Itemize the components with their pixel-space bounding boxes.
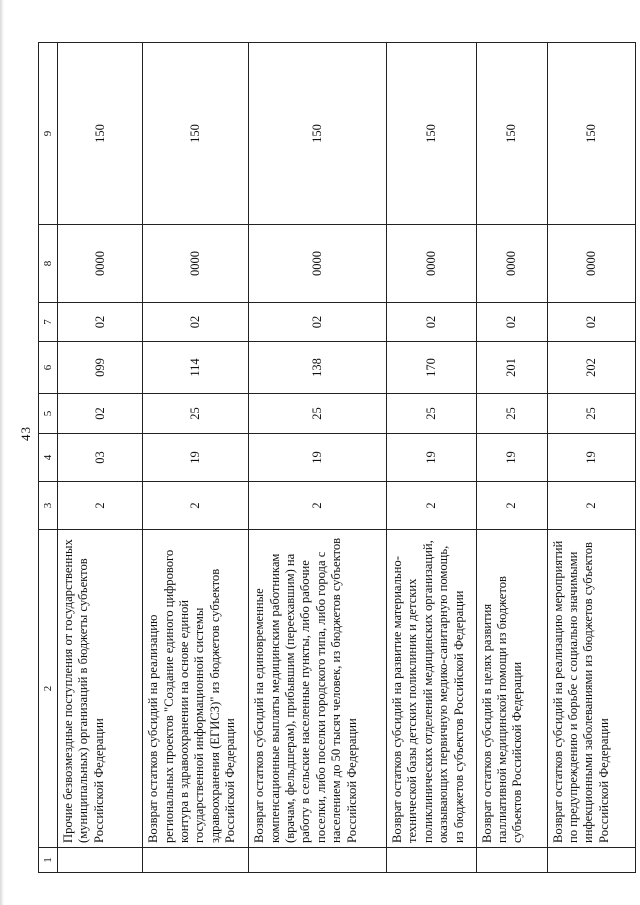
code-subgroup: 19	[547, 434, 635, 482]
code-classification: 150	[387, 43, 476, 225]
income-name: Возврат остатков субсидий на реализацию мероприятий по предупреждению и борьбе с социально значимыми инфекционными заболеваниями из бюджетов субъектов Российской Федерации	[547, 530, 635, 848]
page-number: 43	[18, 426, 33, 441]
code-program: 0000	[476, 225, 547, 303]
code-program: 0000	[249, 225, 387, 303]
code-article: 25	[387, 394, 476, 434]
code-classification: 150	[143, 43, 249, 225]
code-program: 0000	[143, 225, 249, 303]
scan-edge	[0, 0, 4, 905]
code-subgroup: 19	[387, 434, 476, 482]
code-group: 2	[476, 482, 547, 530]
budget-codes-table	[38, 42, 636, 873]
income-name: Возврат остатков субсидий на единовременные компенсационные выплаты медицинским работникам (врачам, фельдшерам), прибывшим (переехавшим) на работу в сельские населенные пункты, либо рабочие поселки, либо поселки городского типа, либо города с населением до 50 тысяч человек, из бюджетов субъектов Российской Федерации	[249, 530, 387, 848]
code-element: 02	[547, 303, 635, 342]
col-header-2: 2	[39, 530, 58, 848]
code-classification: 150	[476, 43, 547, 225]
col-header-8: 8	[39, 225, 58, 303]
table-row	[58, 43, 143, 873]
code-subarticle: 138	[249, 342, 387, 394]
col-header-3: 3	[39, 482, 58, 530]
income-name: Прочие безвозмездные поступления от государственных (муниципальных) организаций в бюджеты субъектов Российской Федерации	[58, 530, 143, 848]
row-number	[249, 848, 387, 873]
code-subarticle: 099	[58, 342, 143, 394]
table-row	[547, 43, 635, 873]
code-group: 2	[249, 482, 387, 530]
code-group: 2	[143, 482, 249, 530]
col-header-6: 6	[39, 342, 58, 394]
table-row	[387, 43, 476, 873]
code-program: 0000	[58, 225, 143, 303]
code-element: 02	[143, 303, 249, 342]
col-header-9: 9	[39, 43, 58, 225]
code-subarticle: 202	[547, 342, 635, 394]
row-number	[476, 848, 547, 873]
code-article: 25	[143, 394, 249, 434]
code-element: 02	[58, 303, 143, 342]
row-number	[547, 848, 635, 873]
code-subarticle: 114	[143, 342, 249, 394]
code-article: 25	[249, 394, 387, 434]
row-number	[387, 848, 476, 873]
code-classification: 150	[249, 43, 387, 225]
code-classification: 150	[547, 43, 635, 225]
income-name: Возврат остатков субсидий на развитие материально-технической базы детских поликлиник и детских поликлинических отделений медицинских организаций, оказывающих первичную медико-санитарную помощь, из бюджетов субъектов Российской Федерации	[387, 530, 476, 848]
income-name: Возврат остатков субсидий на реализацию региональных проектов "Создание единого цифрового контура в здравоохранении на основе единой государственной информационной системы здравоохранения (ЕГИСЗ)" из бюджетов субъектов Российской Федерации	[143, 530, 249, 848]
income-name: Возврат остатков субсидий в целях развития паллиативной медицинской помощи из бюджетов субъектов Российской Федерации	[476, 530, 547, 848]
code-element: 02	[476, 303, 547, 342]
table-row	[143, 43, 249, 873]
code-subgroup: 19	[143, 434, 249, 482]
col-header-4: 4	[39, 434, 58, 482]
row-number	[58, 848, 143, 873]
code-program: 0000	[547, 225, 635, 303]
col-header-7: 7	[39, 303, 58, 342]
code-subarticle: 201	[476, 342, 547, 394]
code-article: 25	[547, 394, 635, 434]
row-number	[143, 848, 249, 873]
col-header-5: 5	[39, 394, 58, 434]
code-subgroup: 19	[249, 434, 387, 482]
table-row	[249, 43, 387, 873]
code-group: 2	[58, 482, 143, 530]
code-group: 2	[547, 482, 635, 530]
code-article: 02	[58, 394, 143, 434]
code-subgroup: 19	[476, 434, 547, 482]
code-program: 0000	[387, 225, 476, 303]
header-row	[39, 43, 58, 873]
code-classification: 150	[58, 43, 143, 225]
code-subgroup: 03	[58, 434, 143, 482]
code-element: 02	[387, 303, 476, 342]
code-subarticle: 170	[387, 342, 476, 394]
rotated-page	[38, 43, 636, 873]
table-row	[476, 43, 547, 873]
code-article: 25	[476, 394, 547, 434]
col-header-1: 1	[39, 848, 58, 873]
code-group: 2	[387, 482, 476, 530]
code-element: 02	[249, 303, 387, 342]
